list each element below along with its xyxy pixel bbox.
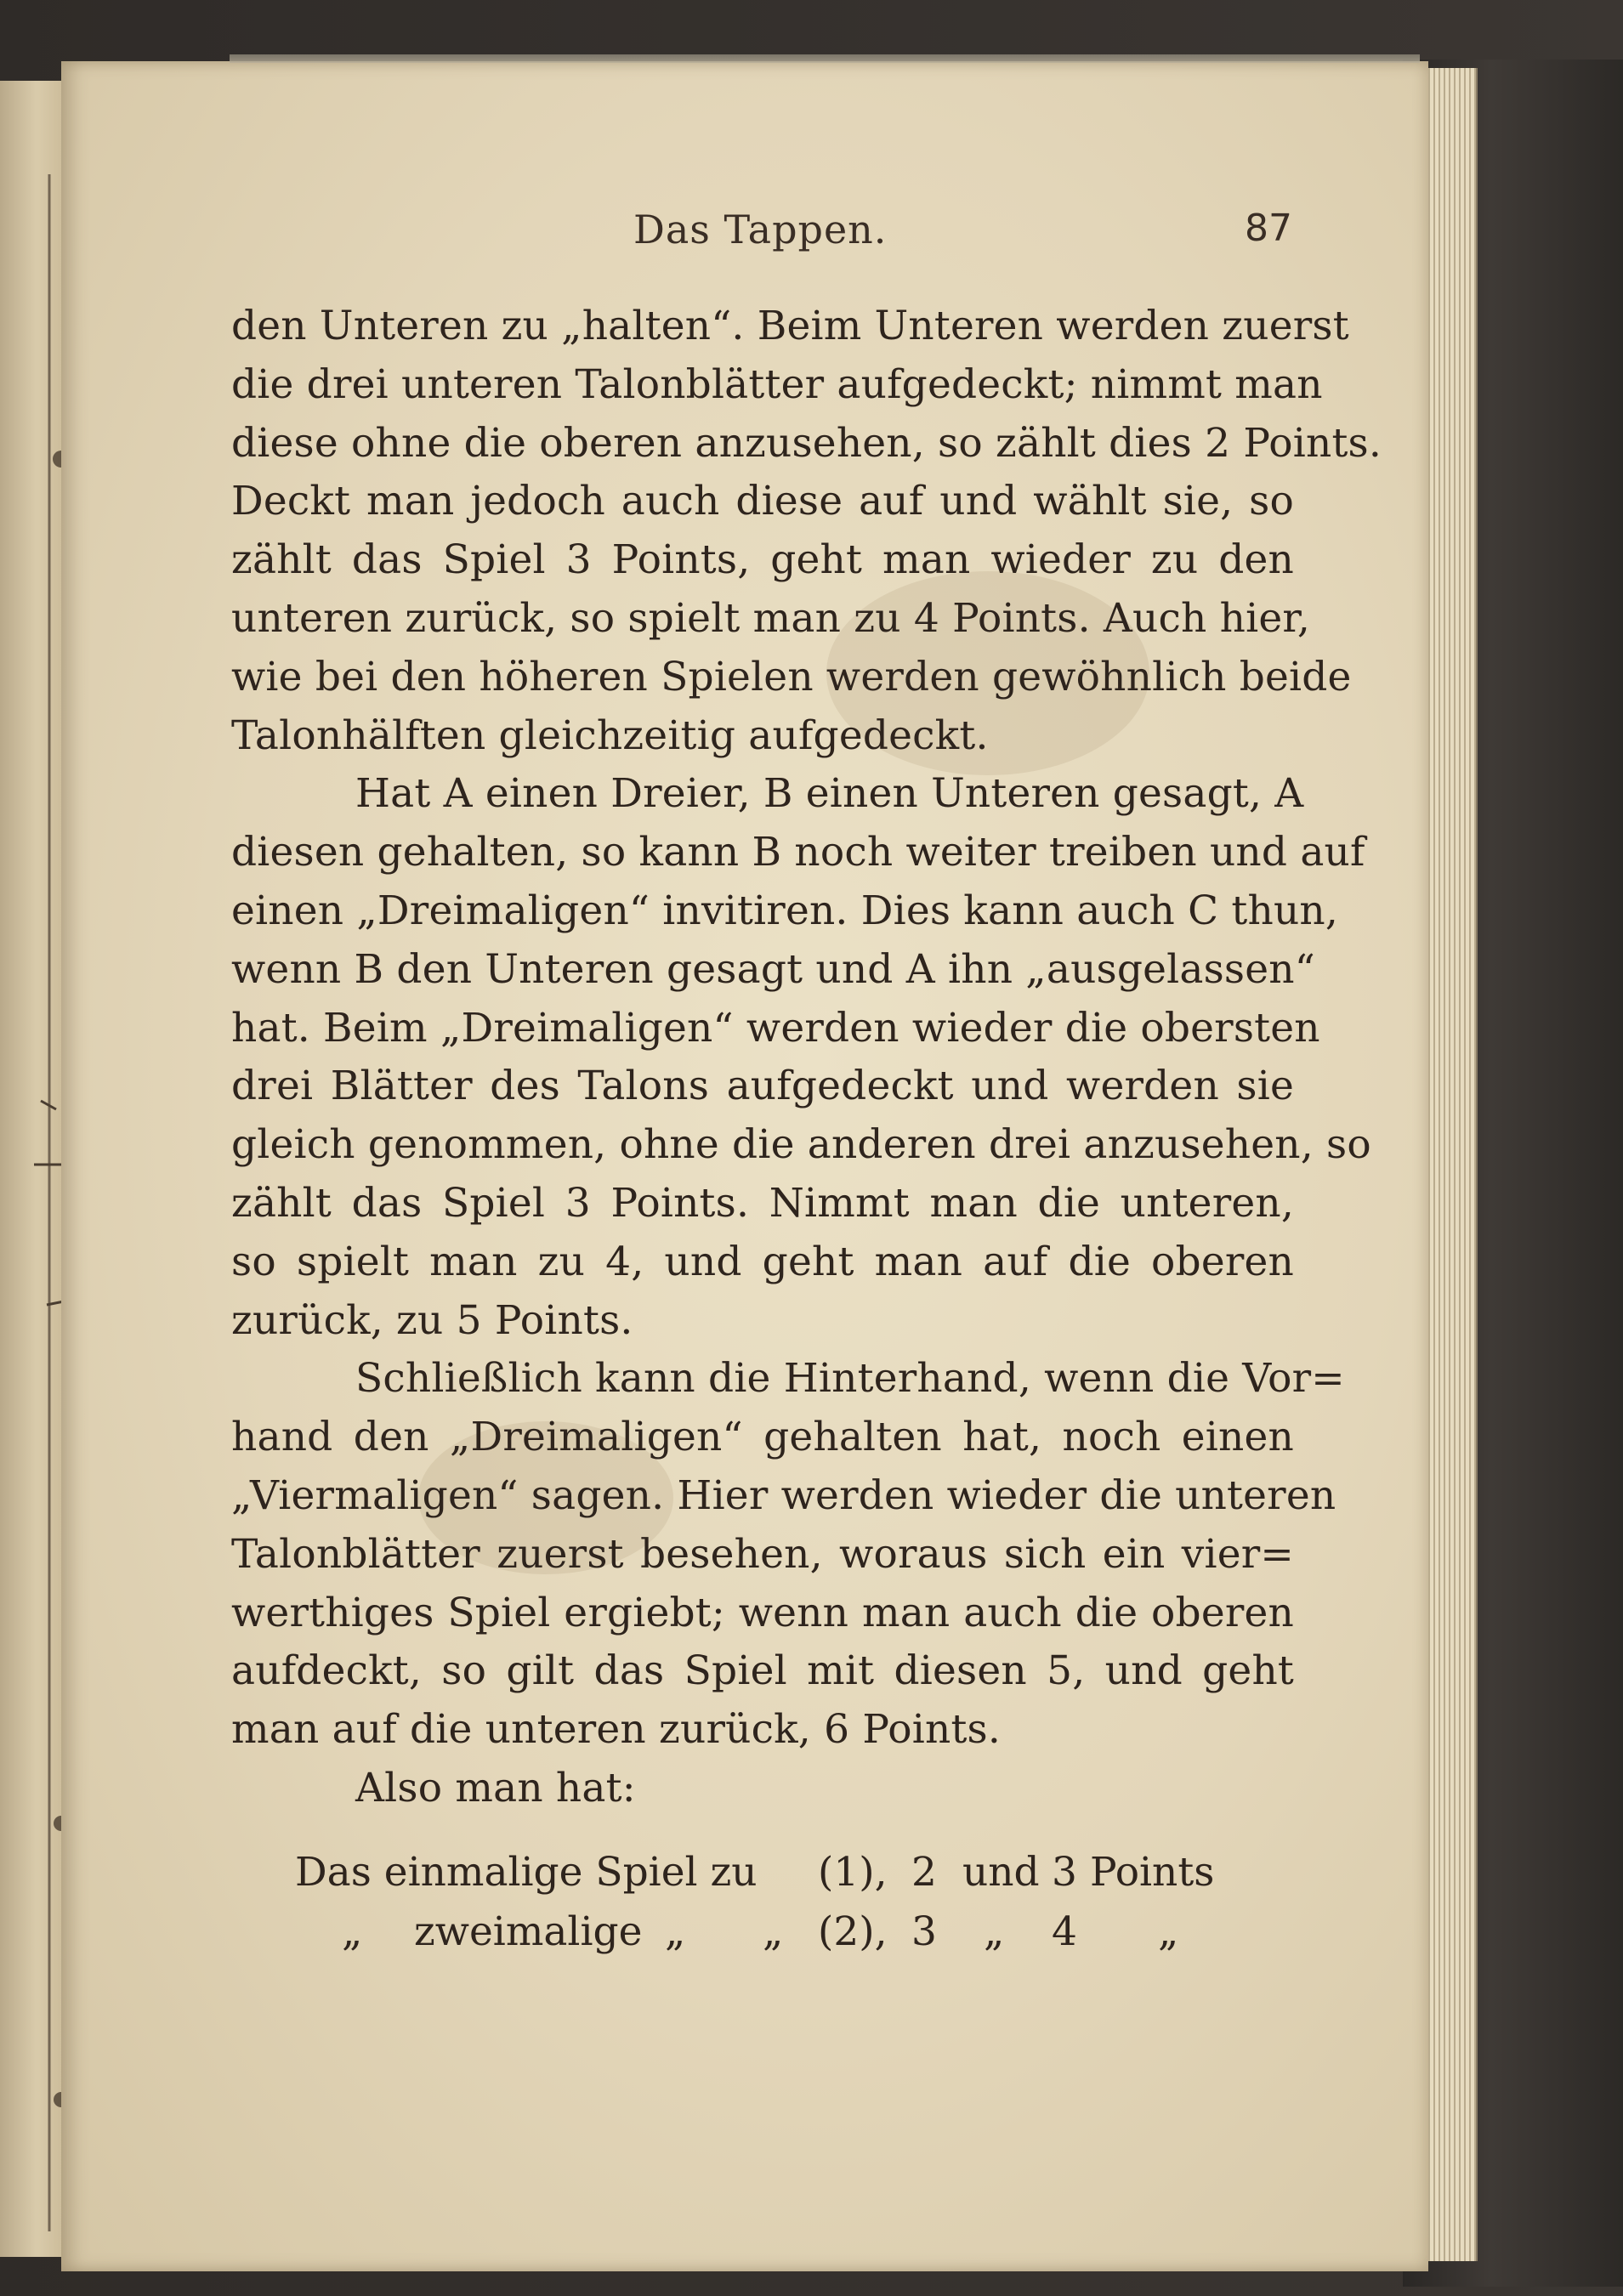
text-line: Talonblätter zuerst besehen, woraus sich ein vier= (231, 1530, 1294, 1578)
table-cell: 3 (911, 1908, 937, 1955)
text-line: Hat A einen Dreier, B einen Unteren gesagt, A (355, 770, 1304, 818)
ditto-mark: „ (342, 1908, 363, 1955)
text-line: zurück, zu 5 Points. (231, 1296, 633, 1344)
body-text (231, 298, 1382, 1818)
text-line: man auf die unteren zurück, 6 Points. (231, 1706, 1001, 1754)
table-cell: (2), (818, 1908, 888, 1955)
table-cell: 4 (1052, 1908, 1077, 1955)
text-line: wenn B den Unteren gesagt und A ihn „ausgelassen“ (231, 945, 1315, 993)
text-line: zählt das Spiel 3 Points. Nimmt man die unteren, (231, 1179, 1294, 1227)
text-line: Schließlich kann die Hinterhand, wenn die Vor= (355, 1355, 1345, 1403)
text-line: aufdeckt, so gilt das Spiel mit diesen 5, und geht (231, 1647, 1294, 1695)
table-cell: (1), (818, 1849, 888, 1896)
page-header (230, 207, 1292, 266)
table-cell: 2 (911, 1849, 937, 1896)
ditto-mark: „ (665, 1908, 686, 1955)
page-top-edge (230, 54, 1420, 63)
table-label: zweimalige (414, 1908, 643, 1955)
page-number: 87 (1245, 207, 1292, 250)
running-head: Das Tappen. (633, 207, 888, 252)
table-row (231, 1843, 1294, 1902)
table-row (231, 1902, 1294, 1962)
text-line: unteren zurück, so spielt man zu 4 Points. Auch hier, (231, 594, 1310, 642)
points-table (231, 1843, 1294, 1962)
table-label: Das einmalige Spiel zu (295, 1849, 758, 1896)
text-line: gleich genommen, ohne die anderen drei anzusehen, so (231, 1121, 1371, 1169)
table-cell: Points (1090, 1849, 1215, 1896)
ditto-mark: „ (1158, 1908, 1179, 1955)
page-edges (1425, 68, 1478, 2261)
text-line: „Viermaligen“ sagen. Hier werden wieder die unteren (231, 1471, 1336, 1519)
text-line: drei Blätter des Talons aufgedeckt und werden sie (231, 1063, 1294, 1110)
text-line: den Unteren zu „halten“. Beim Unteren werden zuerst (231, 303, 1349, 349)
text-line: zählt das Spiel 3 Points, geht man wieder zu den (231, 536, 1294, 584)
text-line: diesen gehalten, so kann B noch weiter treiben und auf (231, 829, 1365, 876)
table-cell: 3 (1052, 1849, 1077, 1896)
text-line: Also man hat: (355, 1764, 636, 1811)
text-line: diese ohne die oberen anzusehen, so zählt dies 2 Points. (231, 419, 1382, 467)
table-cell: und (962, 1849, 1040, 1896)
text-line: Talonhälften gleichzeitig aufgedeckt. (231, 711, 989, 759)
text-line: Deckt man jedoch auch diese auf und wählt sie, so (231, 478, 1294, 525)
text-line: hand den „Dreimaligen“ gehalten hat, noch einen (231, 1414, 1294, 1461)
text-line: werthiges Spiel ergiebt; wenn man auch die oberen (231, 1589, 1294, 1636)
text-line: einen „Dreimaligen“ invitiren. Dies kann auch C thun, (231, 887, 1339, 934)
text-line: so spielt man zu 4, und geht man auf die oberen (231, 1238, 1294, 1285)
ditto-mark: „ (984, 1908, 1005, 1955)
text-line: wie bei den höheren Spielen werden gewöhnlich beide (231, 653, 1352, 700)
ditto-mark: „ (763, 1908, 784, 1955)
text-line: die drei unteren Talonblätter aufgedeckt; nimmt man (231, 360, 1323, 408)
text-line: hat. Beim „Dreimaligen“ werden wieder die obersten (231, 1004, 1320, 1052)
